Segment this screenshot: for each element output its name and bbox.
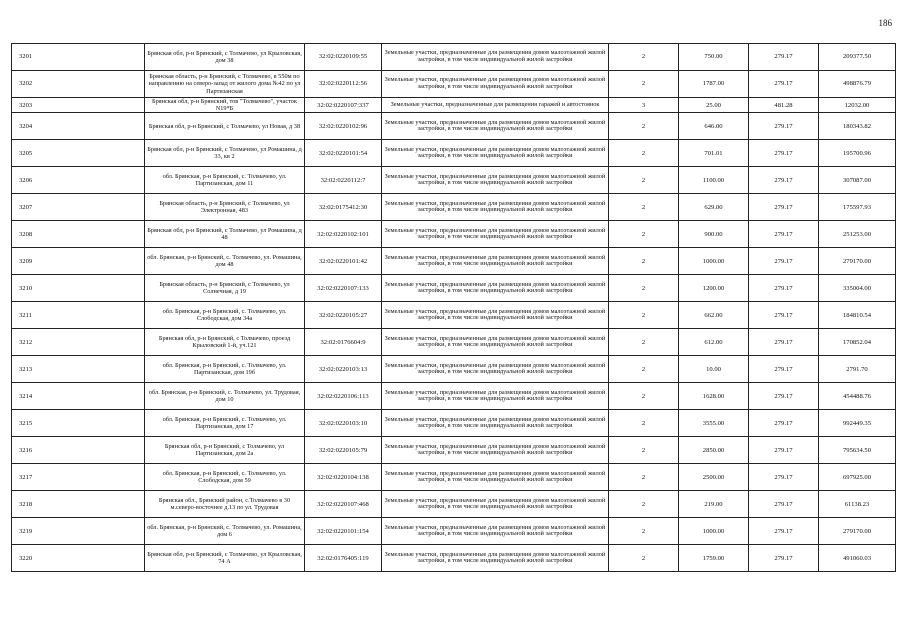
group-cell: 2	[609, 491, 679, 518]
row-number-cell: 3215	[12, 410, 145, 437]
group-cell: 2	[609, 221, 679, 248]
cadastral-value-cell: 2791.70	[819, 356, 896, 383]
cadastral-number-cell: 32:02:0220101:54	[305, 140, 382, 167]
table-row	[12, 98, 896, 113]
cadastral-value-table	[11, 43, 896, 572]
area-cell: 3555.00	[679, 410, 749, 437]
cadastral-value-cell: 335004.00	[819, 275, 896, 302]
cadastral-number-cell: 32:02:0220107:468	[305, 491, 382, 518]
area-cell: 646.00	[679, 113, 749, 140]
land-use-cell: Земельные участки, предназначенные для размещения домов малоэтажной жилой застройки, в том числе индивидуальной жилой застройки	[382, 248, 609, 275]
area-cell: 750.00	[679, 44, 749, 71]
table-row	[12, 140, 896, 167]
specific-value-cell: 279.17	[749, 410, 819, 437]
address-cell: Брянская обл, р-н Брянский, с Толмачево, ул Ромашина, д 33, кв 2	[145, 140, 305, 167]
cadastral-number-cell: 32:02:0220107:133	[305, 275, 382, 302]
group-cell: 2	[609, 71, 679, 98]
group-cell: 2	[609, 437, 679, 464]
table-row	[12, 248, 896, 275]
cadastral-value-cell: 697925.00	[819, 464, 896, 491]
table-row	[12, 383, 896, 410]
cadastral-value-cell: 175597.93	[819, 194, 896, 221]
specific-value-cell: 279.17	[749, 464, 819, 491]
cadastral-number-cell: 32:02:0220104:138	[305, 464, 382, 491]
cadastral-number-cell: 32:02:0220112:56	[305, 71, 382, 98]
table-row	[12, 302, 896, 329]
area-cell: 1200.00	[679, 275, 749, 302]
area-cell: 10.00	[679, 356, 749, 383]
table-row	[12, 44, 896, 71]
cadastral-value-cell: 251253.00	[819, 221, 896, 248]
row-number-cell: 3206	[12, 167, 145, 194]
area-cell: 1000.00	[679, 518, 749, 545]
cadastral-value-cell: 454488.76	[819, 383, 896, 410]
cadastral-number-cell: 32:02:0176604:9	[305, 329, 382, 356]
table-row	[12, 464, 896, 491]
address-cell: Брянская обл, р-н Брянский, с Толмачево, ул Крыловская, 74 А	[145, 545, 305, 572]
group-cell: 2	[609, 44, 679, 71]
cadastral-number-cell: 32:02:0220102:96	[305, 113, 382, 140]
land-use-cell: Земельные участки, предназначенные для размещения гаражей и автостоянок	[382, 98, 609, 113]
land-use-cell: Земельные участки, предназначенные для размещения домов малоэтажной жилой застройки, в том числе индивидуальной жилой застройки	[382, 113, 609, 140]
cadastral-number-cell: 32:02:0220106:113	[305, 383, 382, 410]
group-cell: 2	[609, 329, 679, 356]
land-use-cell: Земельные участки, предназначенные для размещения домов малоэтажной жилой застройки, в том числе индивидуальной жилой застройки	[382, 71, 609, 98]
land-use-cell: Земельные участки, предназначенные для размещения домов малоэтажной жилой застройки, в том числе индивидуальной жилой застройки	[382, 44, 609, 71]
address-cell: обл. Брянская, р-н Брянский, с. Толмачево, ул. Партизанская, дом 17	[145, 410, 305, 437]
land-use-cell: Земельные участки, предназначенные для размещения домов малоэтажной жилой застройки, в том числе индивидуальной жилой застройки	[382, 464, 609, 491]
group-cell: 2	[609, 113, 679, 140]
specific-value-cell: 279.17	[749, 518, 819, 545]
cadastral-value-cell: 279170.00	[819, 518, 896, 545]
specific-value-cell: 279.17	[749, 329, 819, 356]
group-cell: 2	[609, 140, 679, 167]
cadastral-number-cell: 32:02:0220101:154	[305, 518, 382, 545]
table-row	[12, 194, 896, 221]
cadastral-value-cell: 12032.00	[819, 98, 896, 113]
area-cell: 1787.00	[679, 71, 749, 98]
area-cell: 612.00	[679, 329, 749, 356]
specific-value-cell: 279.17	[749, 491, 819, 518]
group-cell: 2	[609, 545, 679, 572]
row-number-cell: 3202	[12, 71, 145, 98]
group-cell: 3	[609, 98, 679, 113]
specific-value-cell: 279.17	[749, 140, 819, 167]
table-row	[12, 275, 896, 302]
area-cell: 1759.00	[679, 545, 749, 572]
row-number-cell: 3211	[12, 302, 145, 329]
table-row	[12, 221, 896, 248]
cadastral-number-cell: 32:02:0220103:13	[305, 356, 382, 383]
cadastral-value-cell: 61138.23	[819, 491, 896, 518]
cadastral-number-cell: 32:02:0220103:10	[305, 410, 382, 437]
row-number-cell: 3216	[12, 437, 145, 464]
address-cell: Брянская область, р-н Брянский, с Толмачево, ул Солнечная, д 19	[145, 275, 305, 302]
land-use-cell: Земельные участки, предназначенные для размещения домов малоэтажной жилой застройки, в том числе индивидуальной жилой застройки	[382, 518, 609, 545]
specific-value-cell: 279.17	[749, 44, 819, 71]
area-cell: 2850.00	[679, 437, 749, 464]
area-cell: 662.00	[679, 302, 749, 329]
land-use-cell: Земельные участки, предназначенные для размещения домов малоэтажной жилой застройки, в том числе индивидуальной жилой застройки	[382, 329, 609, 356]
group-cell: 2	[609, 167, 679, 194]
specific-value-cell: 279.17	[749, 248, 819, 275]
page-number: 186	[878, 18, 892, 28]
table-row	[12, 71, 896, 98]
land-use-cell: Земельные участки, предназначенные для размещения домов малоэтажной жилой застройки, в том числе индивидуальной жилой застройки	[382, 221, 609, 248]
area-cell: 1100.00	[679, 167, 749, 194]
land-use-cell: Земельные участки, предназначенные для размещения домов малоэтажной жилой застройки, в том числе индивидуальной жилой застройки	[382, 545, 609, 572]
specific-value-cell: 279.17	[749, 383, 819, 410]
land-use-cell: Земельные участки, предназначенные для размещения домов малоэтажной жилой застройки, в том числе индивидуальной жилой застройки	[382, 437, 609, 464]
table-row	[12, 410, 896, 437]
table-row	[12, 545, 896, 572]
cadastral-number-cell: 32:02:0175412:30	[305, 194, 382, 221]
table-row	[12, 356, 896, 383]
cadastral-value-cell: 795634.50	[819, 437, 896, 464]
land-use-cell: Земельные участки, предназначенные для размещения домов малоэтажной жилой застройки, в том числе индивидуальной жилой застройки	[382, 275, 609, 302]
cadastral-number-cell: 32:02:0220112:7	[305, 167, 382, 194]
cadastral-number-cell: 32:02:0220107:337	[305, 98, 382, 113]
cadastral-value-cell: 992449.35	[819, 410, 896, 437]
cadastral-number-cell: 32:02:0220102:101	[305, 221, 382, 248]
group-cell: 2	[609, 518, 679, 545]
area-cell: 900.00	[679, 221, 749, 248]
specific-value-cell: 481.28	[749, 98, 819, 113]
group-cell: 2	[609, 356, 679, 383]
land-use-cell: Земельные участки, предназначенные для размещения домов малоэтажной жилой застройки, в том числе индивидуальной жилой застройки	[382, 410, 609, 437]
address-cell: Брянская обл, р-н Брянский, с Толмачево, ул Крыловская, дом 38	[145, 44, 305, 71]
area-cell: 629.00	[679, 194, 749, 221]
specific-value-cell: 279.17	[749, 167, 819, 194]
area-cell: 701.01	[679, 140, 749, 167]
cadastral-value-cell: 184810.54	[819, 302, 896, 329]
land-use-cell: Земельные участки, предназначенные для размещения домов малоэтажной жилой застройки, в том числе индивидуальной жилой застройки	[382, 167, 609, 194]
address-cell: Брянская область, р-н Брянский, с Толмачево, ул Электронная, 483	[145, 194, 305, 221]
group-cell: 2	[609, 275, 679, 302]
land-use-cell: Земельные участки, предназначенные для размещения домов малоэтажной жилой застройки, в том числе индивидуальной жилой застройки	[382, 491, 609, 518]
address-cell: обл. Брянская, р-н Брянский, с. Толмачево, ул. Слободская, дом 59	[145, 464, 305, 491]
row-number-cell: 3208	[12, 221, 145, 248]
cadastral-number-cell: 32:02:0176405:119	[305, 545, 382, 572]
table-row	[12, 437, 896, 464]
group-cell: 2	[609, 248, 679, 275]
address-cell: Брянская обл, р-н Брянский, тов "Толмачево", участок N19*Б	[145, 98, 305, 113]
address-cell: Брянская обл., Брянский район, с.Толмачево в 30 м.северо-восточнее д.13 по ул. Трудовая	[145, 491, 305, 518]
row-number-cell: 3219	[12, 518, 145, 545]
group-cell: 2	[609, 194, 679, 221]
cadastral-value-cell: 498876.79	[819, 71, 896, 98]
specific-value-cell: 279.17	[749, 275, 819, 302]
row-number-cell: 3210	[12, 275, 145, 302]
table-row	[12, 167, 896, 194]
row-number-cell: 3217	[12, 464, 145, 491]
cadastral-value-cell: 170852.04	[819, 329, 896, 356]
area-cell: 219.00	[679, 491, 749, 518]
address-cell: обл. Брянская, р-н Брянский, с. Толмачево, ул. Трудовая, дом 10	[145, 383, 305, 410]
group-cell: 2	[609, 464, 679, 491]
land-use-cell: Земельные участки, предназначенные для размещения домов малоэтажной жилой застройки, в том числе индивидуальной жилой застройки	[382, 356, 609, 383]
cadastral-value-cell: 209377.50	[819, 44, 896, 71]
specific-value-cell: 279.17	[749, 302, 819, 329]
land-use-cell: Земельные участки, предназначенные для размещения домов малоэтажной жилой застройки, в том числе индивидуальной жилой застройки	[382, 383, 609, 410]
address-cell: Брянская область, р-н Брянский, с Толмачево, в 550м по направлению на северо-запад от жилого дома №42 по ул Партизанская	[145, 71, 305, 98]
specific-value-cell: 279.17	[749, 221, 819, 248]
specific-value-cell: 279.17	[749, 71, 819, 98]
cadastral-number-cell: 32:02:0220105:27	[305, 302, 382, 329]
row-number-cell: 3212	[12, 329, 145, 356]
table-body	[12, 44, 896, 572]
cadastral-value-cell: 307087.00	[819, 167, 896, 194]
land-use-cell: Земельные участки, предназначенные для размещения домов малоэтажной жилой застройки, в том числе индивидуальной жилой застройки	[382, 302, 609, 329]
group-cell: 2	[609, 410, 679, 437]
row-number-cell: 3204	[12, 113, 145, 140]
area-cell: 25.00	[679, 98, 749, 113]
row-number-cell: 3207	[12, 194, 145, 221]
area-cell: 2500.00	[679, 464, 749, 491]
row-number-cell: 3201	[12, 44, 145, 71]
row-number-cell: 3220	[12, 545, 145, 572]
land-use-cell: Земельные участки, предназначенные для размещения домов малоэтажной жилой застройки, в том числе индивидуальной жилой застройки	[382, 194, 609, 221]
address-cell: обл. Брянская, р-н Брянский, с. Толмачево, ул. Слободская, дом 34а	[145, 302, 305, 329]
cadastral-number-cell: 32:02:0220101:42	[305, 248, 382, 275]
specific-value-cell: 279.17	[749, 113, 819, 140]
address-cell: Брянская обл, р-н Брянский, с Толмачево, ул Новая, д 38	[145, 113, 305, 140]
specific-value-cell: 279.17	[749, 356, 819, 383]
cadastral-value-cell: 279170.00	[819, 248, 896, 275]
table-row	[12, 329, 896, 356]
row-number-cell: 3218	[12, 491, 145, 518]
cadastral-value-cell: 180343.82	[819, 113, 896, 140]
group-cell: 2	[609, 383, 679, 410]
row-number-cell: 3214	[12, 383, 145, 410]
address-cell: Брянская обл, р-н Брянский, с Толмачево, проезд Крыловский 1-й, уч.121	[145, 329, 305, 356]
row-number-cell: 3205	[12, 140, 145, 167]
table-row	[12, 113, 896, 140]
address-cell: обл. Брянская, р-н Брянский, с. Толмачево, ул. Партизанская, дом 11	[145, 167, 305, 194]
group-cell: 2	[609, 302, 679, 329]
cadastral-value-cell: 491060.03	[819, 545, 896, 572]
cadastral-value-cell: 195700.96	[819, 140, 896, 167]
cadastral-number-cell: 32:02:0220105:79	[305, 437, 382, 464]
land-use-cell: Земельные участки, предназначенные для размещения домов малоэтажной жилой застройки, в том числе индивидуальной жилой застройки	[382, 140, 609, 167]
address-cell: Брянская обл, р-н Брянский, с Толмачево, ул Партизанская, дом 2а	[145, 437, 305, 464]
address-cell: обл. Брянская, р-н Брянский, с. Толмачево, ул. Партизанская, дом 19б	[145, 356, 305, 383]
cadastral-number-cell: 32:02:0220109:55	[305, 44, 382, 71]
address-cell: Брянская обл, р-н Брянский, с Толмачево, ул Ромашина, д 48	[145, 221, 305, 248]
table-row	[12, 518, 896, 545]
address-cell: обл. Брянская, р-н Брянский, с. Толмачево, ул. Ромашина, дом 6	[145, 518, 305, 545]
specific-value-cell: 279.17	[749, 194, 819, 221]
row-number-cell: 3209	[12, 248, 145, 275]
specific-value-cell: 279.17	[749, 437, 819, 464]
row-number-cell: 3203	[12, 98, 145, 113]
area-cell: 1628.00	[679, 383, 749, 410]
specific-value-cell: 279.17	[749, 545, 819, 572]
table-row	[12, 491, 896, 518]
address-cell: обл. Брянская, р-н Брянский, с. Толмачево, ул. Ромашина, дом 48	[145, 248, 305, 275]
row-number-cell: 3213	[12, 356, 145, 383]
area-cell: 1000.00	[679, 248, 749, 275]
